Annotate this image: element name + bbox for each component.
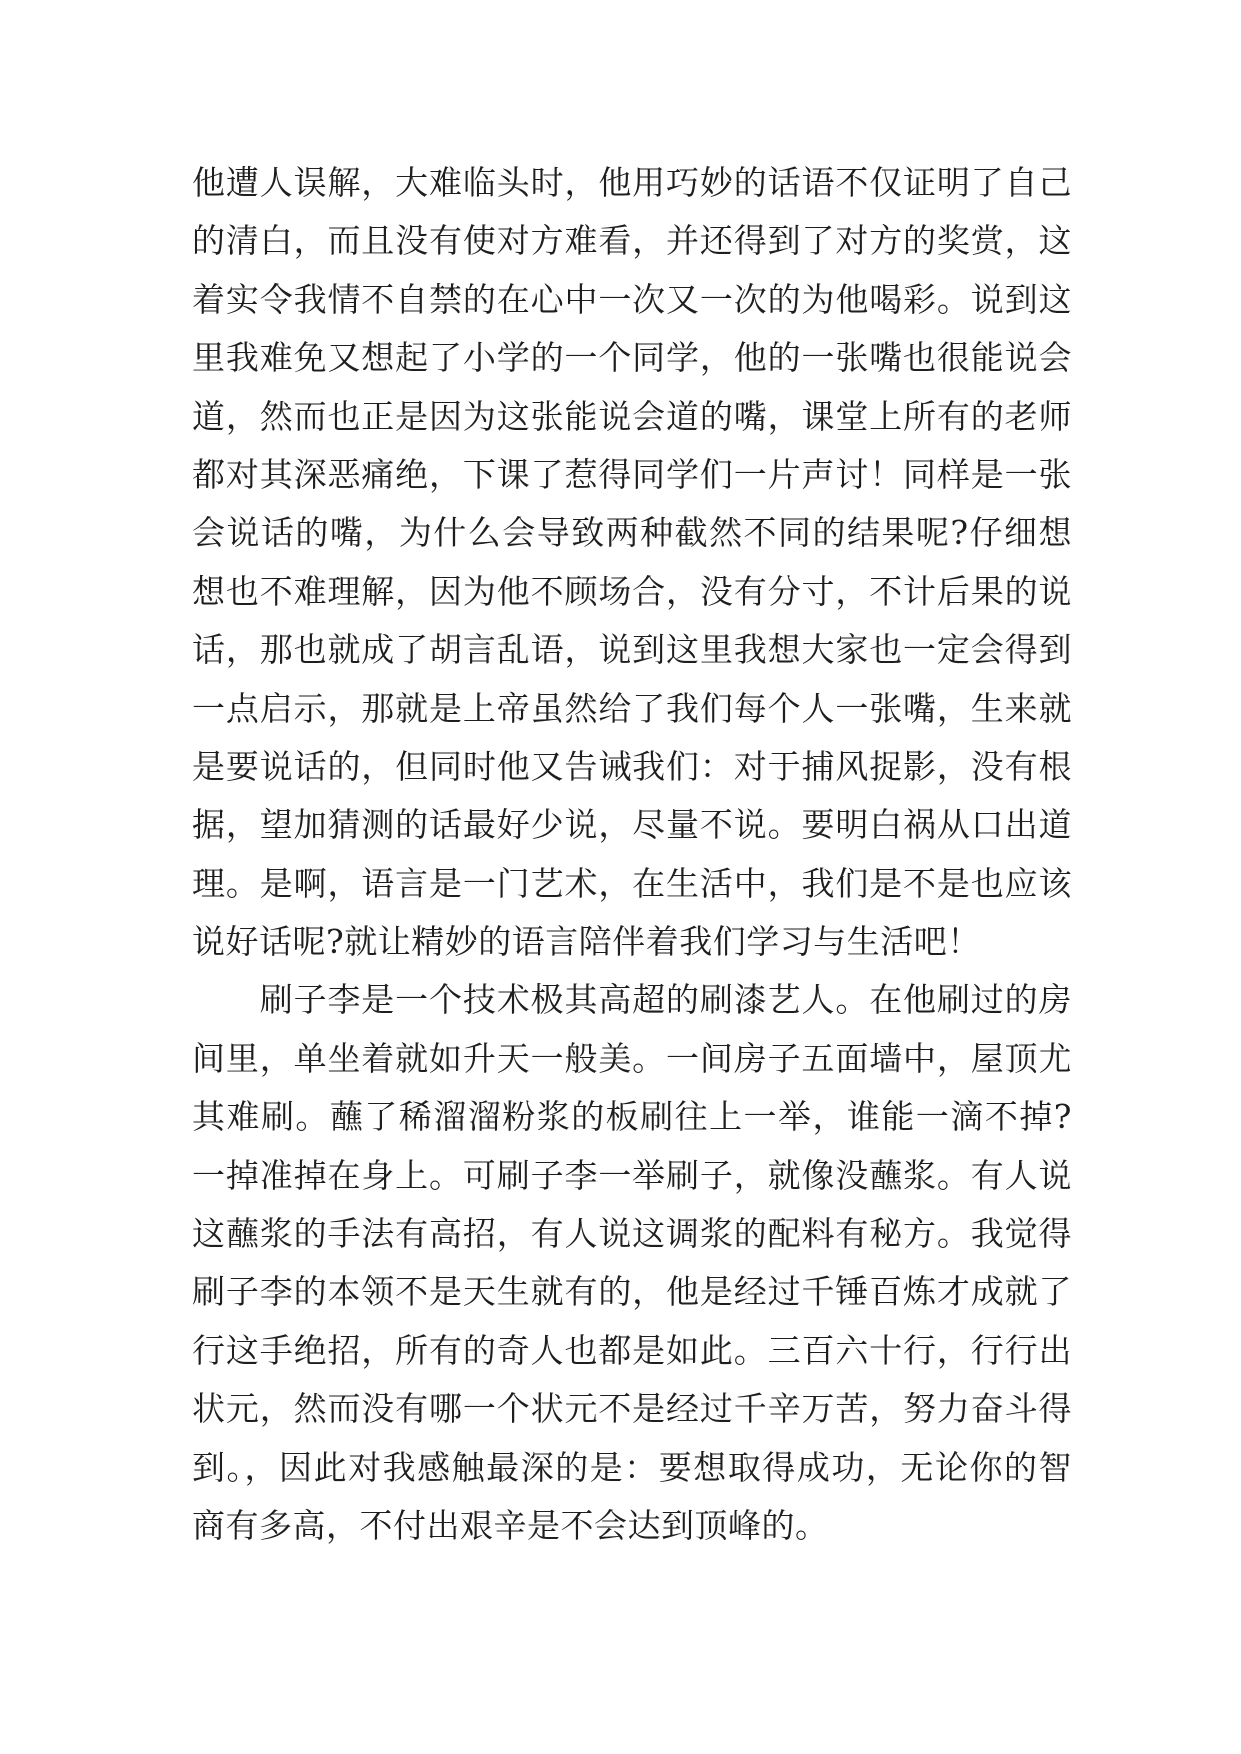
text-line: 会说话的嘴，为什么会导致两种截然不同的结果呢?仔细想 — [192, 513, 1072, 553]
text-line: 说好话呢?就让精妙的语言陪伴着我们学习与生活吧！ — [192, 922, 981, 962]
text-line: 的清白，而且没有使对方难看，并还得到了对方的奖赏，这 — [192, 221, 1072, 261]
text-line: 理。是啊，语言是一门艺术，在生活中，我们是不是也应该 — [192, 863, 1072, 903]
text-line: 商有多高，不付出艰辛是不会达到顶峰的。 — [192, 1505, 829, 1545]
text-line: 想也不难理解，因为他不顾场合，没有分寸，不计后果的说 — [192, 571, 1072, 611]
text-line: 他遭人误解，大难临头时，他用巧妙的话语不仅证明了自己 — [192, 163, 1072, 202]
document-body — [192, 154, 1072, 1555]
text-line: 其难刷。蘸了稀溜溜粉浆的板刷往上一举，谁能一滴不掉? — [192, 1097, 1072, 1137]
paragraph-2 — [192, 971, 1072, 1555]
text-line: 道，然而也正是因为这张能说会道的嘴，课堂上所有的老师 — [192, 396, 1072, 436]
text-line: 都对其深恶痛绝，下课了惹得同学们一片声讨！同样是一张 — [192, 454, 1072, 494]
text-line: 到。，因此对我感触最深的是：要想取得成功，无论你的智 — [192, 1447, 1072, 1487]
text-line: 据，望加猜测的话最好少说，尽量不说。要明白祸从口出道 — [192, 805, 1072, 845]
text-line: 行这手绝招，所有的奇人也都是如此。三百六十行，行行出 — [192, 1330, 1072, 1370]
text-line: 这蘸浆的手法有高招，有人说这调浆的配料有秘方。我觉得 — [192, 1214, 1072, 1254]
text-line: 刷子李是一个技术极其高超的刷漆艺人。在他刷过的房 — [192, 980, 1072, 1020]
paragraph-1 — [192, 154, 1072, 971]
text-line: 话，那也就成了胡言乱语，说到这里我想大家也一定会得到 — [192, 630, 1072, 670]
text-line: 里我难免又想起了小学的一个同学，他的一张嘴也很能说会 — [192, 338, 1072, 378]
text-line: 状元，然而没有哪一个状元不是经过千辛万苦，努力奋斗得 — [192, 1389, 1072, 1429]
text-line: 一掉准掉在身上。可刷子李一举刷子，就像没蘸浆。有人说 — [192, 1155, 1072, 1195]
text-line: 刷子李的本领不是天生就有的，他是经过千锤百炼才成就了 — [192, 1272, 1072, 1312]
text-line: 间里，单坐着就如升天一般美。一间房子五面墙中，屋顶尤 — [192, 1038, 1072, 1078]
text-line: 一点启示，那就是上帝虽然给了我们每个人一张嘴，生来就 — [192, 688, 1072, 728]
text-line: 是要说话的，但同时他又告诫我们：对于捕风捉影，没有根 — [192, 746, 1072, 786]
text-line: 着实令我情不自禁的在心中一次又一次的为他喝彩。说到这 — [192, 279, 1072, 319]
